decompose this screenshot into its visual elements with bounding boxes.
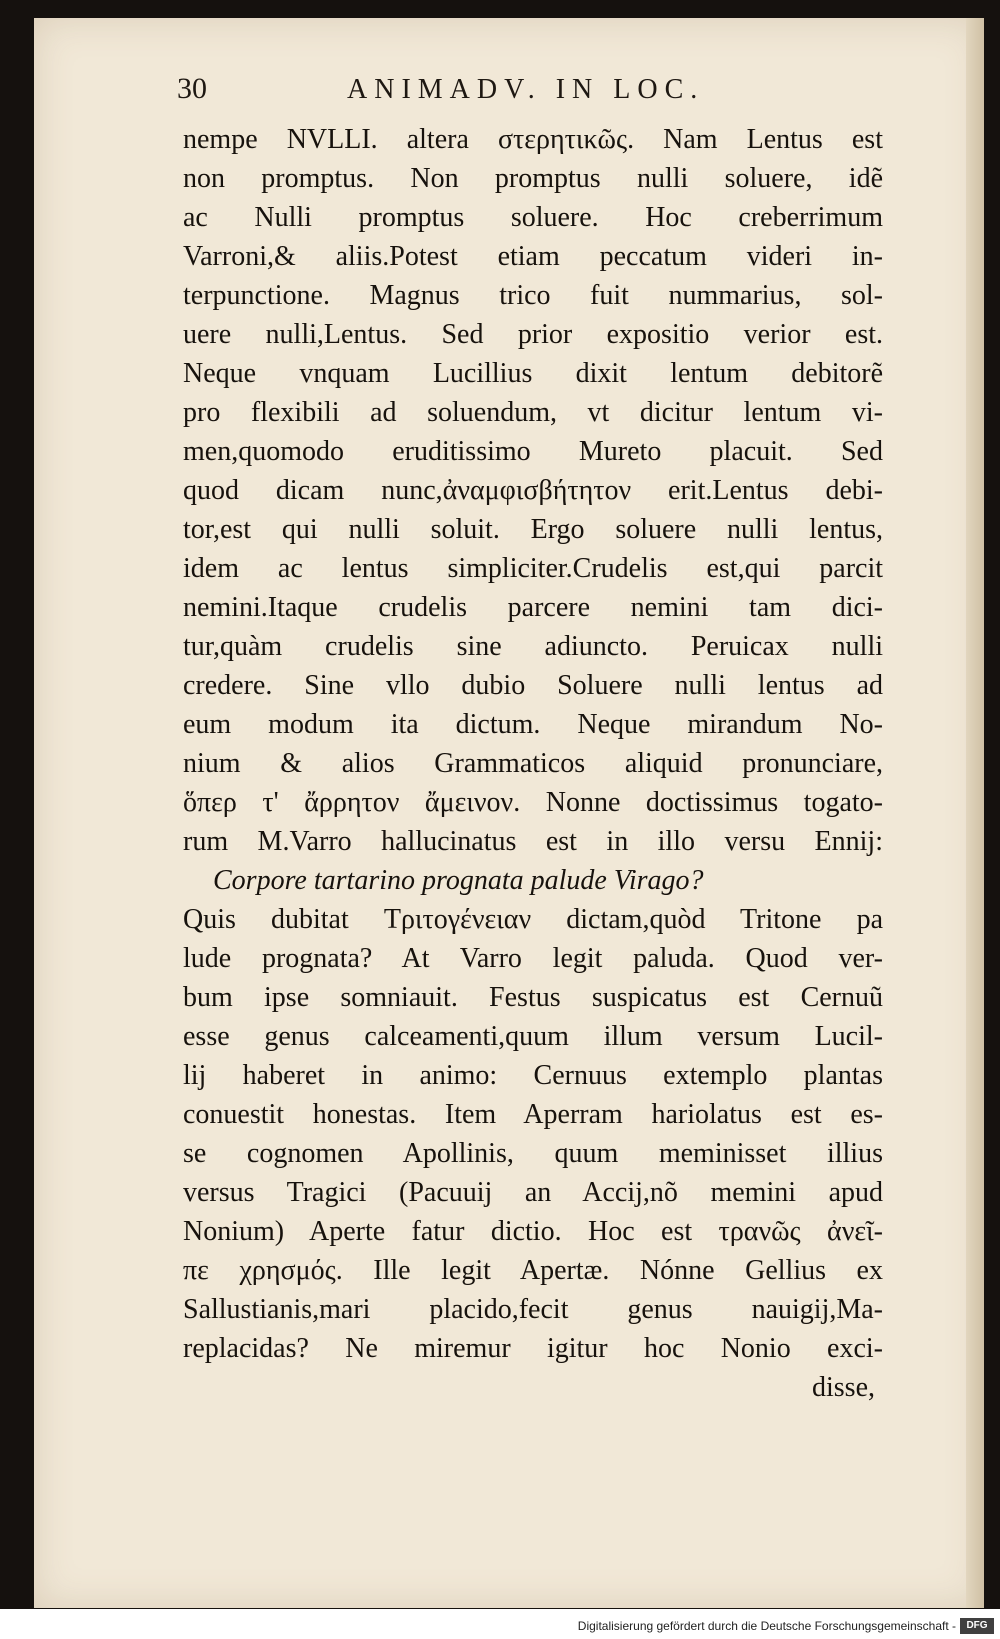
- text-line: lij haberet in animo: Cernuus extemplo plantas: [183, 1060, 883, 1091]
- text-line: non promptus. Non promptus nulli soluere, idẽ: [183, 163, 883, 194]
- text-line: pro flexibili ad soluendum, vt dicitur lentum vi-: [183, 397, 883, 428]
- text-line: quod dicam nunc,ἀναμφισβήτητον erit.Lentus debi-: [183, 475, 883, 506]
- page-edge: [966, 18, 984, 1608]
- running-head: ANIMADV. IN LOC.: [347, 74, 705, 105]
- text-line: nempe NVLLI. altera στερητικῶς. Nam Lentus est: [183, 124, 883, 155]
- text-line: men,quomodo eruditissimo Mureto placuit. Sed: [183, 436, 883, 467]
- text-line: replacidas? Ne miremur igitur hoc Nonio exci-: [183, 1333, 883, 1364]
- footer-bar: [0, 1609, 1000, 1639]
- text-line: disse,: [812, 1372, 875, 1403]
- text-line: lude prognata? At Varro legit paluda. Quod ver-: [183, 943, 883, 974]
- page-header: [177, 72, 807, 114]
- text-line: rum M.Varro hallucinatus est in illo versu Ennij:: [183, 826, 883, 857]
- text-line: Varroni,& aliis.Potest etiam peccatum videri in-: [183, 241, 883, 272]
- dfg-logo-icon: DFG: [960, 1618, 994, 1634]
- page-number: 30: [177, 72, 207, 105]
- text-line: ὅπερ τ' ἄρρητον ἄμεινον. Nonne doctissimus togato-: [183, 787, 883, 818]
- digitization-credit: Digitalisierung gefördert durch die Deutsche Forschungsgemeinschaft -: [577, 1619, 956, 1633]
- text-line: bum ipse somniauit. Festus suspicatus est Cernuũ: [183, 982, 883, 1013]
- text-line: Sallustianis,mari placido,fecit genus nauigij,Ma-: [183, 1294, 883, 1325]
- text-block: [183, 120, 883, 1407]
- text-line: Neque vnquam Lucillius dixit lentum debitorẽ: [183, 358, 883, 389]
- text-line: terpunctione. Magnus trico fuit nummarius, sol-: [183, 280, 883, 311]
- text-line: versus Tragici (Pacuuij an Accij,nõ memini apud: [183, 1177, 883, 1208]
- text-line: eum modum ita dictum. Neque mirandum No-: [183, 709, 883, 740]
- text-line: ac Nulli promptus soluere. Hoc creberrimum: [183, 202, 883, 233]
- text-line: πε χρησμός. Ille legit Apertæ. Nónne Gellius ex: [183, 1255, 883, 1286]
- text-line: tur,quàm crudelis sine adiuncto. Peruicax nulli: [183, 631, 883, 662]
- text-line: idem ac lentus simpliciter.Crudelis est,qui parcit: [183, 553, 883, 584]
- text-line: Quis dubitat Τριτογένειαν dictam,quòd Tritone pa: [183, 904, 883, 935]
- text-line: nemini.Itaque crudelis parcere nemini tam dici-: [183, 592, 883, 623]
- text-line: se cognomen Apollinis, quum meminisset illius: [183, 1138, 883, 1169]
- text-line: nium & alios Grammaticos aliquid pronunciare,: [183, 748, 883, 779]
- text-line: tor,est qui nulli soluit. Ergo soluere nulli lentus,: [183, 514, 883, 545]
- text-line: uere nulli,Lentus. Sed prior expositio verior est.: [183, 319, 883, 350]
- text-line: Nonium) Aperte fatur dictio. Hoc est τρανῶς ἀνεῖ-: [183, 1216, 883, 1247]
- text-line: Corpore tartarino prognata palude Virago?: [213, 865, 704, 896]
- text-line: esse genus calceamenti,quum illum versum Lucil-: [183, 1021, 883, 1052]
- text-line: conuestit honestas. Item Aperram hariolatus est es-: [183, 1099, 883, 1130]
- text-line: credere. Sine vllo dubio Soluere nulli lentus ad: [183, 670, 883, 701]
